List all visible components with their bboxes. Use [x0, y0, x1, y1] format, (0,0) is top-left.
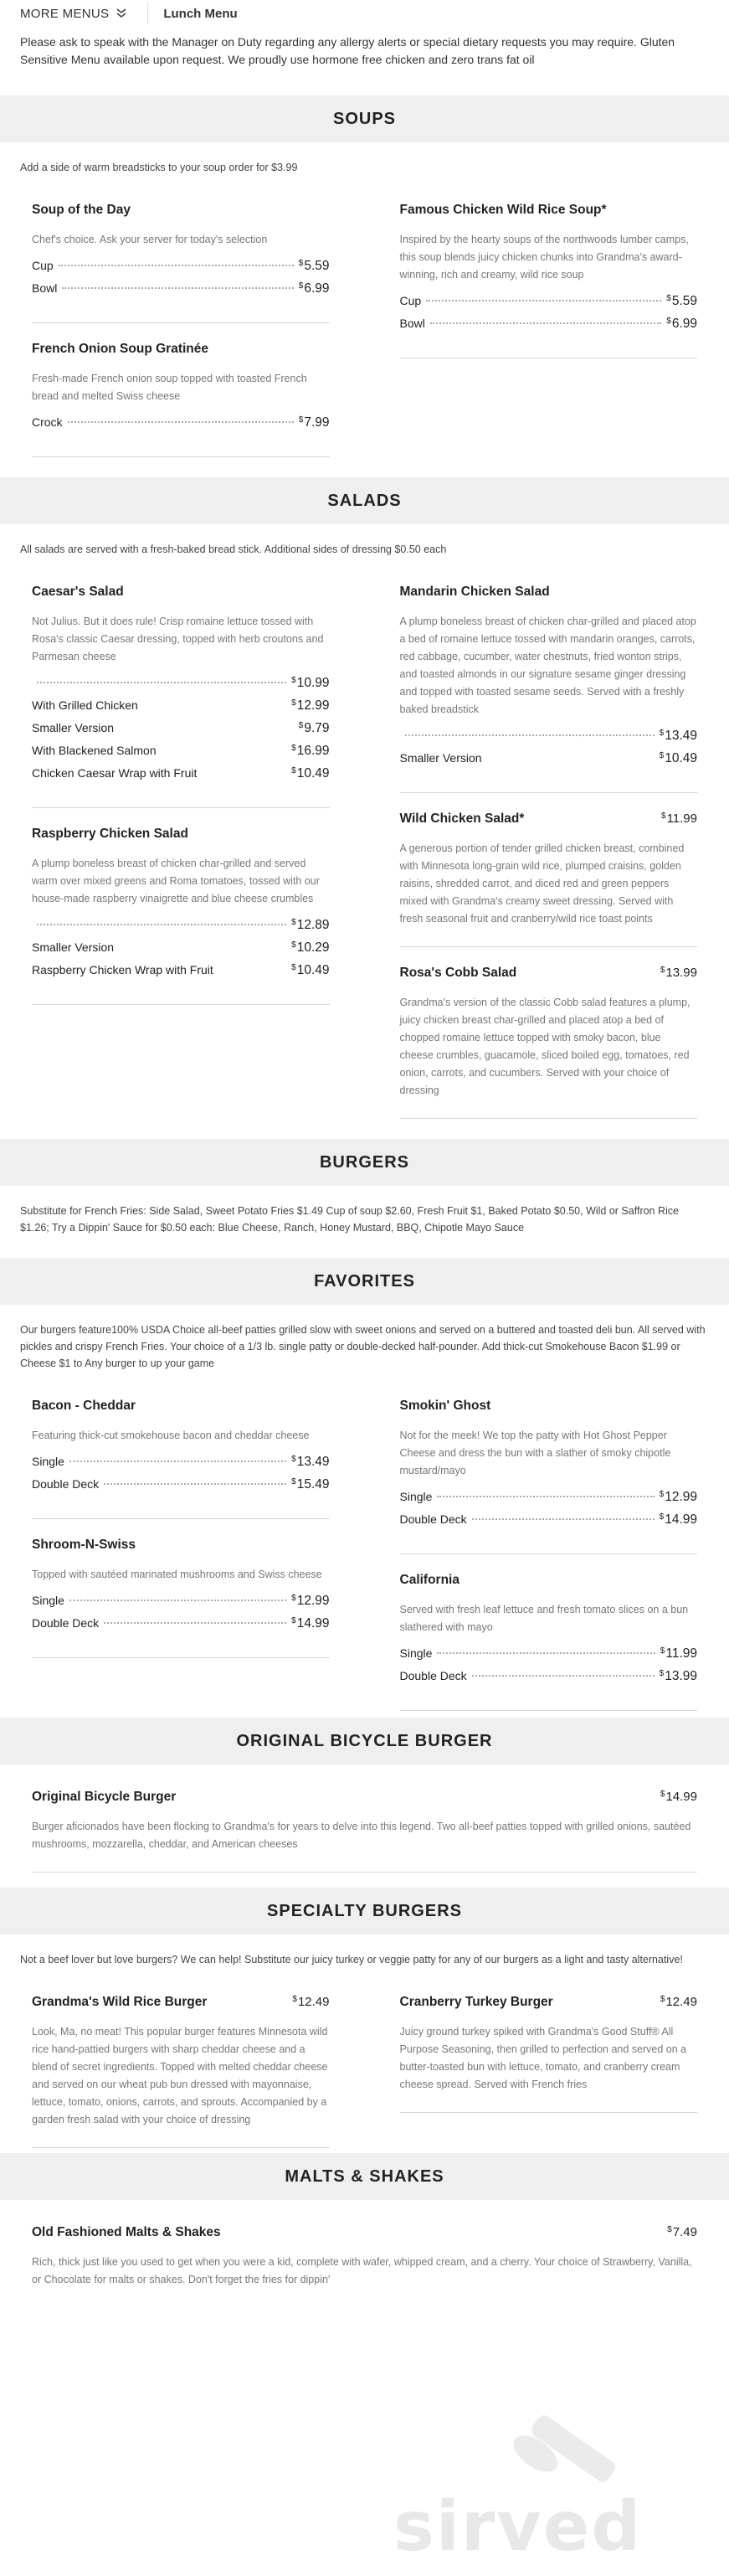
item-price: $5.59: [666, 294, 697, 308]
item-price: $14.99: [660, 1790, 697, 1804]
item-price: $6.99: [666, 317, 697, 331]
column-left: [32, 1976, 330, 2148]
dot-leader: [69, 1461, 286, 1462]
currency-symbol: $: [659, 1512, 665, 1522]
divider: [147, 3, 148, 24]
currency-symbol: $: [292, 1995, 297, 2004]
item-price: $5.59: [298, 259, 330, 273]
currency-symbol: $: [291, 1477, 296, 1486]
price-label: Cup: [399, 294, 422, 307]
price-row: [32, 963, 330, 986]
item-price: $13.49: [659, 729, 697, 743]
dot-leader: [437, 1496, 654, 1497]
price-row: [32, 698, 330, 721]
item-price: $16.99: [291, 744, 330, 758]
price-row: [400, 1669, 698, 1692]
item-name: California: [399, 1573, 459, 1587]
section-note: Not a beef lover but love burgers? We can help! Substitute our juicy turkey or veggie patty for any of our burgers as a light and tasty alternative!: [20, 1954, 683, 1965]
price-row: [32, 1616, 330, 1639]
item-price: $14.99: [291, 1616, 330, 1631]
item-price: $12.99: [291, 1594, 330, 1608]
item-name: Original Bicycle Burger: [32, 1790, 177, 1804]
dot-leader: [62, 287, 293, 289]
price-row: [32, 281, 330, 304]
price-row: [32, 1455, 330, 1477]
currency-symbol: $: [291, 918, 296, 927]
price-list: [32, 918, 330, 986]
price-row: [32, 259, 330, 281]
price-list: [32, 415, 330, 438]
currency-symbol: $: [661, 811, 666, 821]
price-row: [400, 294, 698, 317]
dot-leader: [37, 924, 286, 925]
currency-symbol: $: [659, 751, 665, 760]
currency-symbol: $: [291, 963, 296, 972]
dot-leader: [37, 682, 286, 683]
dot-leader: [426, 300, 661, 301]
section-note: Add a side of warm breadsticks to your soup order for $3.99: [20, 162, 298, 173]
dot-leader: [104, 1622, 286, 1624]
item-name: French Onion Soup Gratinée: [32, 342, 208, 356]
section-note: Substitute for French Fries: Side Salad, Sweet Potato Fries $1.49 Cup of soup $2.60, Fresh Fruit $1, Baked Potato $0.50, Wild or Saffron Rice $1.26; Try a Dippin' Sauce for $0.50 each: Blue Cheese, Ranch, Honey Mustard, BBQ, Chipotle Mayo Sauce: [20, 1205, 679, 1234]
item-price: $9.79: [298, 721, 330, 735]
price-row: [400, 729, 698, 751]
item-name: Famous Chicken Wild Rice Soup*: [399, 203, 607, 217]
section-header-bicycle: [0, 1718, 729, 1765]
sirved-watermark: [360, 2412, 711, 2567]
item-name: Mandarin Chicken Salad: [399, 585, 550, 599]
item-price: $12.99: [659, 1490, 697, 1504]
item-description: Served with fresh leaf lettuce and fresh tomato slices on a bun slathered with mayo: [399, 1604, 689, 1633]
price-list: [32, 1594, 330, 1639]
currency-symbol: $: [291, 766, 296, 775]
price-list: [400, 1490, 698, 1535]
currency-symbol: $: [659, 1669, 665, 1678]
price-list: [400, 1646, 698, 1692]
item-name: Grandma's Wild Rice Burger: [32, 1995, 208, 2009]
column-right: [400, 1976, 698, 2148]
price-row: [400, 1490, 698, 1512]
price-list: [32, 676, 330, 789]
item-price: $10.99: [291, 676, 330, 690]
favorites-grid: [0, 1380, 729, 1711]
price-label: Single: [32, 1594, 64, 1607]
section-title: SALADS: [327, 491, 402, 510]
price-row: [400, 751, 698, 774]
menu-item[interactable]: [32, 1771, 697, 1873]
item-name: Shroom-N-Swiss: [32, 1538, 136, 1552]
price-row: [32, 940, 330, 963]
item-price: $15.49: [291, 1477, 330, 1492]
section-header-malts: [0, 2153, 729, 2200]
item-description: Fresh-made French onion soup topped with toasted French bread and melted Swiss cheese: [32, 373, 307, 402]
column-left: [32, 1380, 330, 1711]
menu-item[interactable]: [32, 566, 330, 808]
dot-leader: [104, 1483, 286, 1485]
price-label: Single: [399, 1646, 433, 1660]
section-header-burgers: [0, 1139, 729, 1186]
dot-leader: [69, 1600, 286, 1601]
dot-leader: [472, 1518, 655, 1520]
section-title: FAVORITES: [314, 1271, 415, 1291]
price-label: Double Deck: [32, 1477, 100, 1491]
item-description: Topped with sautéed marinated mushrooms and Swiss cheese: [32, 1569, 322, 1580]
dot-leader: [59, 265, 294, 266]
item-name: Smokin' Ghost: [399, 1399, 491, 1413]
currency-symbol: $: [660, 1646, 665, 1656]
item-price: $11.99: [661, 811, 697, 826]
price-row: [32, 1594, 330, 1616]
price-list: [400, 729, 698, 774]
dot-leader: [405, 734, 655, 736]
item-price: $10.49: [659, 751, 697, 765]
currency-symbol: $: [666, 294, 671, 303]
dot-leader: [430, 322, 661, 324]
malts-section: [0, 2200, 729, 2307]
dot-leader: [472, 1675, 655, 1677]
menu-item[interactable]: [400, 793, 698, 947]
column-right: [400, 184, 698, 457]
menu-item[interactable]: [400, 947, 698, 1119]
item-price: $6.99: [298, 281, 330, 296]
item-description: Look, Ma, no meat! This popular burger features Minnesota wild rice hand-pattied burgers with sharp cheddar cheese and a blend of secret ingredients. Topped with melted cheddar cheese and served on our wheat pub bun dressed with mayonnaise, lettuce, tomato, onions, carrots, and sprouts. Accompanied by a garden fresh salad with your choice of dressing: [32, 2026, 328, 2125]
section-title: ORIGINAL BICYCLE BURGER: [236, 1731, 493, 1750]
column-left: [32, 184, 330, 457]
item-name: Caesar's Salad: [32, 585, 124, 599]
more-menus-button[interactable]: [20, 7, 127, 21]
price-row: [400, 317, 698, 339]
price-row: [400, 1512, 698, 1535]
section-title: MALTS & SHAKES: [285, 2166, 444, 2186]
price-label: Bowl: [399, 317, 425, 330]
currency-symbol: $: [291, 1455, 296, 1464]
price-row: [32, 918, 330, 940]
currency-symbol: $: [298, 281, 304, 291]
item-description: Juicy ground turkey spiked with Grandma's Good Stuff® All Purpose Seasoning, then grilled to perfection and served on a butter-toasted bun with lettuce, tomato, and cranberry cream cheese spread. Served with French fries: [399, 2026, 687, 2090]
top-bar: [0, 0, 729, 27]
item-description: A plump boneless breast of chicken char-grilled and placed atop a bed of romaine lettuce tossed with mandarin oranges, carrots, red cabbage, cucumber, water chestnuts, fried wonton strips, and toasted almonds in our signature sesame ginger dressing and topped with toasted sesame seeds. Served with a freshly baked breadstick: [399, 616, 696, 715]
price-row: [32, 415, 330, 438]
item-name: Old Fashioned Malts & Shakes: [32, 2225, 221, 2239]
item-price: $10.29: [291, 940, 330, 955]
item-price: $11.99: [660, 1646, 697, 1661]
watermark-text: sirved: [393, 2487, 643, 2567]
price-label: Double Deck: [399, 1512, 467, 1526]
price-label: Bowl: [32, 281, 58, 295]
item-price: $13.49: [291, 1455, 330, 1469]
price-row: [32, 1477, 330, 1500]
allergy-notice: Please ask to speak with the Manager on Duty regarding any allergy alerts or special dietary requests you may require. Gluten Sensitive Menu available upon request. We proudly use hormone free chicken and zero trans fat oil: [20, 35, 675, 66]
menu-item[interactable]: [400, 566, 698, 793]
currency-symbol: $: [666, 317, 671, 326]
currency-symbol: $: [291, 1594, 296, 1603]
currency-symbol: $: [298, 721, 304, 730]
item-price: $13.99: [660, 966, 697, 980]
item-price: $13.99: [659, 1669, 697, 1683]
current-menu-title: Lunch Menu: [163, 6, 238, 21]
item-price: $12.49: [292, 1995, 330, 2009]
price-label: Raspberry Chicken Wrap with Fruit: [32, 963, 213, 976]
currency-symbol: $: [659, 1490, 665, 1499]
price-label: Smaller Version: [32, 940, 115, 954]
section-title: SPECIALTY BURGERS: [267, 1901, 462, 1920]
currency-symbol: $: [291, 744, 296, 753]
item-name: Bacon - Cheddar: [32, 1399, 136, 1413]
section-header-favorites: [0, 1258, 729, 1305]
section-note: All salads are served with a fresh-baked bread stick. Additional sides of dressing $0.50 each: [20, 544, 447, 555]
soups-grid: [0, 184, 729, 457]
currency-symbol: $: [298, 259, 304, 268]
sirved-logo-icon: [477, 2412, 644, 2512]
currency-symbol: $: [298, 415, 304, 425]
item-description: Not Julius. But it does rule! Crisp romaine lettuce tossed with Rosa's classic Caesar dressing, topped with herb croutons and Parmesan cheese: [32, 616, 324, 662]
column-left: [32, 566, 330, 1119]
price-label: With Grilled Chicken: [32, 698, 138, 712]
menu-item[interactable]: [400, 1976, 698, 2113]
specialty-grid: [0, 1976, 729, 2148]
item-description: Inspired by the hearty soups of the northwoods lumber camps, this soup blends juicy chicken chunks into Grandma's award-winning, rich and creamy, wild rice soup: [399, 234, 689, 281]
currency-symbol: $: [660, 1995, 665, 2004]
dot-leader: [437, 1652, 655, 1654]
currency-symbol: $: [291, 940, 296, 950]
item-description: Rich, thick just like you used to get when you were a kid, complete with wafer, whipped cream, and a cherry. Your choice of Strawberry, Vanilla, or Chocolate for malts or shakes. Don't forget the fries for dippin': [32, 2256, 692, 2285]
price-label: Cup: [32, 259, 54, 272]
price-row: [32, 676, 330, 698]
price-list: [32, 259, 330, 304]
price-label: Single: [399, 1490, 433, 1503]
item-description: A plump boneless breast of chicken char-grilled and served warm over mixed greens and Roma tomatoes, tossed with our house-made raspberry vinaigrette and blue cheese crumbles: [32, 858, 320, 904]
item-price: $10.49: [291, 766, 330, 781]
section-header-soups: [0, 95, 729, 142]
item-price: $12.89: [291, 918, 330, 932]
currency-symbol: $: [291, 676, 296, 685]
menu-item[interactable]: [32, 1976, 330, 2148]
price-label: Smaller Version: [32, 721, 115, 734]
item-description: Not for the meek! We top the patty with Hot Ghost Pepper Cheese and dress the bun with a slather of smoky chipotle mustard/mayo: [399, 1430, 671, 1476]
menu-item[interactable]: [32, 323, 330, 457]
price-row: [400, 1646, 698, 1669]
item-description: Grandma's version of the classic Cobb salad features a plump, juicy chicken breast char-grilled and placed atop a bed of chopped romaine lettuce topped with smoky bacon, blue cheese crumbles, guacamole, sliced boiled egg, tomatoes, red onion, carrots, and cucumbers. Served with your choice of dressing: [399, 997, 690, 1096]
item-price: $7.99: [298, 415, 330, 430]
item-name: Raspberry Chicken Salad: [32, 827, 188, 841]
currency-symbol: $: [291, 698, 296, 708]
price-row: [32, 744, 330, 766]
section-header-salads: [0, 477, 729, 524]
column-right: [400, 1380, 698, 1711]
more-menus-label: MORE MENUS: [20, 6, 110, 21]
column-right: [400, 566, 698, 1119]
item-description: Burger aficionados have been flocking to Grandma's for years to delve into this legend. Two all-beef patties topped with grilled onions, sautéed mushrooms, mozzarella, cheddar, and American cheeses: [32, 1821, 691, 1850]
menu-item[interactable]: [400, 1554, 698, 1711]
item-description: Featuring thick-cut smokehouse bacon and cheddar cheese: [32, 1430, 310, 1441]
item-price: $14.99: [659, 1512, 697, 1527]
menu-item[interactable]: [32, 1519, 330, 1658]
section-title: SOUPS: [332, 109, 397, 128]
menu-item[interactable]: [32, 184, 330, 323]
item-name: Cranberry Turkey Burger: [399, 1995, 553, 2009]
item-price: $12.99: [291, 698, 330, 713]
price-label: Double Deck: [399, 1669, 467, 1682]
double-chevron-down-icon: [116, 8, 127, 19]
price-list: [400, 294, 698, 339]
price-label: Single: [32, 1455, 64, 1468]
menu-item[interactable]: [32, 808, 330, 1005]
item-description: A generous portion of tender grilled chicken breast, combined with Minnesota long-grain wild rice, plumped craisins, golden raisins, shredded carrot, and diced red and green peppers mixed with Grandma's creamy sweet dressing. Served with fresh seasonal fruit and cranberry/wild rice toast points: [399, 842, 685, 925]
price-label: Double Deck: [32, 1616, 100, 1630]
item-price: $10.49: [291, 963, 330, 977]
menu-item[interactable]: [32, 2207, 697, 2307]
price-row: [32, 721, 330, 744]
menu-item[interactable]: [400, 1380, 698, 1554]
currency-symbol: $: [291, 1616, 296, 1625]
currency-symbol: $: [660, 966, 665, 975]
bicycle-section: [0, 1765, 729, 1873]
section-header-specialty: [0, 1888, 729, 1935]
price-label: Chicken Caesar Wrap with Fruit: [32, 766, 198, 780]
item-name: Rosa's Cobb Salad: [399, 966, 517, 980]
price-list: [32, 1455, 330, 1500]
item-price: $12.49: [660, 1995, 697, 2009]
price-label: Crock: [32, 415, 63, 429]
price-row: [32, 766, 330, 789]
item-description: Chef's choice. Ask your server for today's selection: [32, 234, 268, 245]
price-label: With Blackened Salmon: [32, 744, 157, 757]
menu-item[interactable]: [32, 1380, 330, 1519]
item-name: Wild Chicken Salad*: [399, 811, 525, 826]
section-title: BURGERS: [319, 1152, 409, 1172]
section-note: Our burgers feature100% USDA Choice all-beef patties grilled slow with sweet onions and served on a buttered and toasted deli bun. All served with pickles and crispy French Fries. Your choice of a 1/3 lb. single patty or double-decked half-pounder. Add thick-cut Smokehouse Bacon $1.99 or Cheese $1 to Any burger to up your game: [20, 1324, 706, 1369]
currency-symbol: $: [659, 729, 665, 738]
menu-item[interactable]: [400, 184, 698, 358]
dot-leader: [68, 421, 294, 423]
item-name: Soup of the Day: [32, 203, 131, 217]
item-price: $7.49: [667, 2225, 697, 2239]
price-label: Smaller Version: [399, 751, 482, 765]
salads-grid: [0, 566, 729, 1119]
